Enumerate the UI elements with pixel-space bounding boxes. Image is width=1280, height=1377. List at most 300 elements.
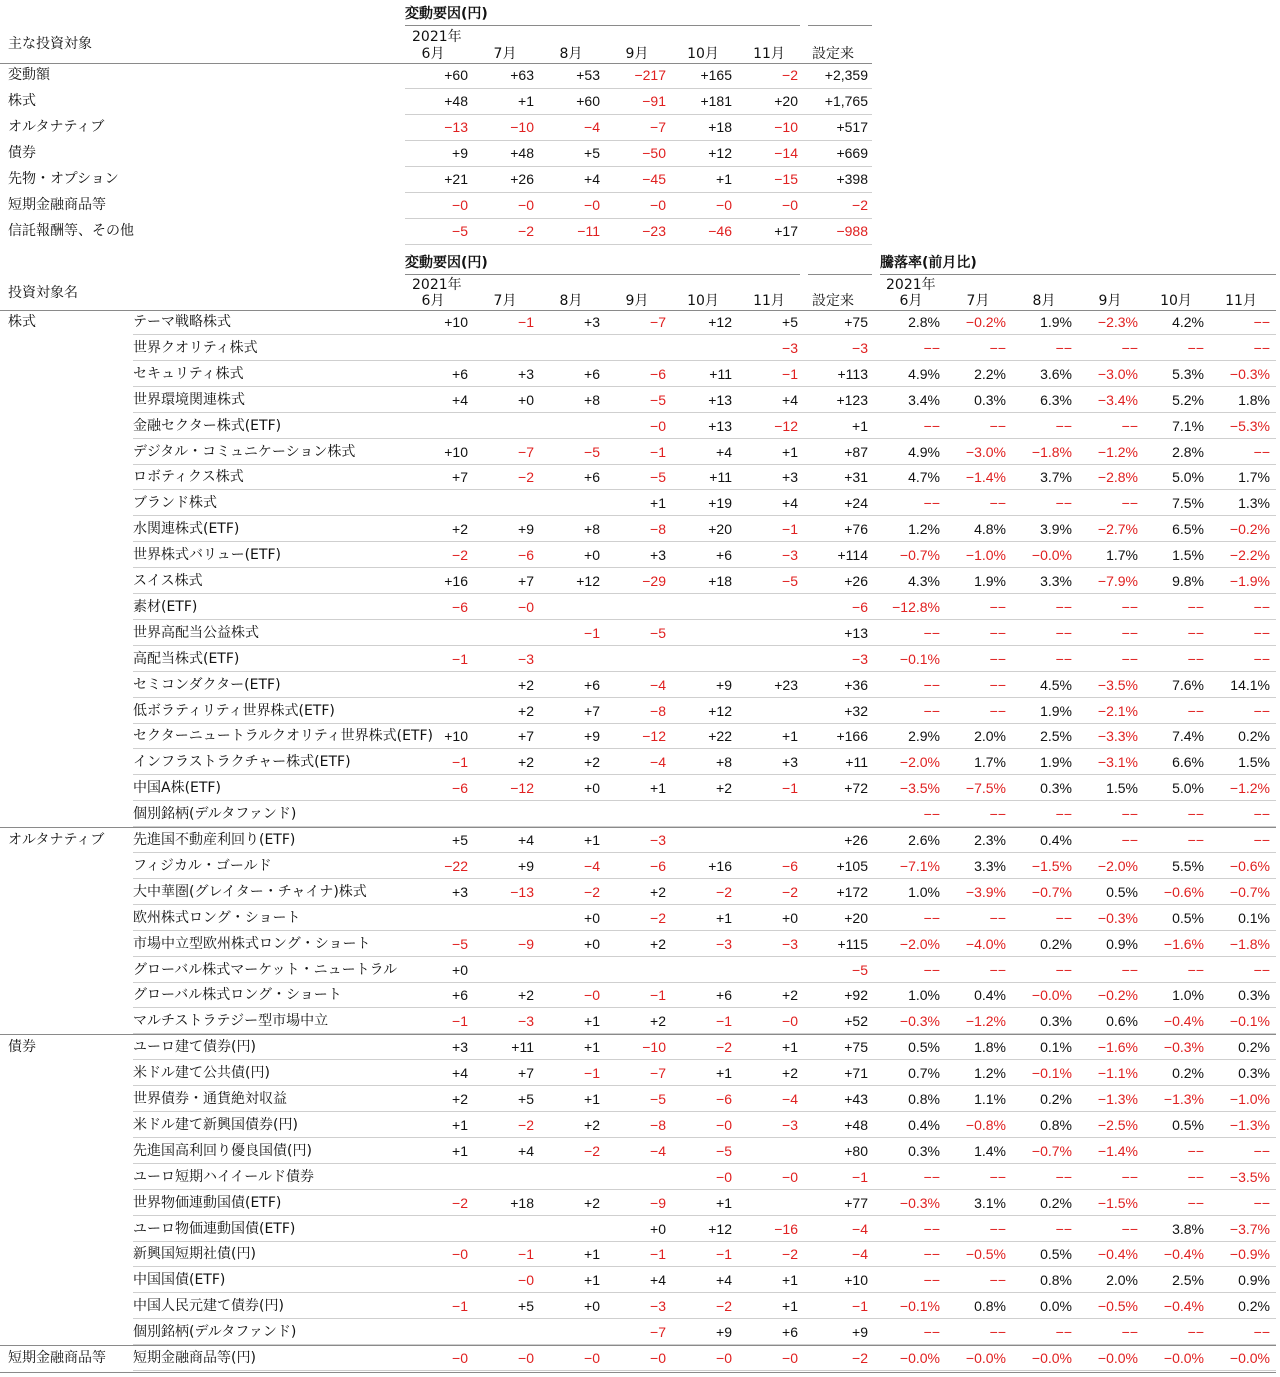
bottom-cell: +11 bbox=[709, 469, 732, 486]
bottom-rate: 14.1% bbox=[1230, 676, 1270, 693]
bottom-cell: −7 bbox=[650, 1065, 666, 1082]
bottom-cell: −29 bbox=[642, 573, 666, 589]
bottom-since: +31 bbox=[844, 469, 868, 486]
bottom-cell: −4 bbox=[650, 754, 666, 771]
top-cell: −14 bbox=[774, 145, 798, 161]
bottom-row-name: 新興国短期社債(円) bbox=[133, 1246, 256, 1263]
bottom-row-rule bbox=[133, 723, 1276, 724]
bottom-rate-month-3: 9月 bbox=[1098, 293, 1122, 309]
bottom-rate: −− bbox=[1055, 1324, 1072, 1341]
bottom-row-name: インフラストラクチャー株式(ETF) bbox=[133, 754, 351, 771]
bottom-row-name: 素材(ETF) bbox=[133, 598, 198, 615]
bottom-cell: +5 bbox=[782, 314, 798, 330]
top-row-rule bbox=[405, 166, 872, 167]
bottom-title-rates: 騰落率(前月比) bbox=[880, 255, 977, 271]
bottom-rate: −0.2% bbox=[965, 314, 1006, 330]
bottom-rate: −1.6% bbox=[1097, 1039, 1138, 1056]
bottom-since: +1 bbox=[852, 417, 868, 434]
top-row-rule bbox=[405, 140, 872, 141]
bottom-cell: +0 bbox=[584, 547, 600, 564]
top-cell: −2 bbox=[782, 67, 798, 83]
bottom-cell: −6 bbox=[650, 857, 666, 874]
bottom-rate: 7.5% bbox=[1172, 495, 1204, 512]
bottom-cell: −13 bbox=[510, 883, 534, 900]
bottom-rate: −− bbox=[989, 961, 1006, 978]
bottom-cell: −2 bbox=[518, 1116, 534, 1133]
bottom-row-rule bbox=[133, 800, 1276, 801]
bottom-rate: −2.5% bbox=[1097, 1116, 1138, 1133]
bottom-cell: +7 bbox=[584, 702, 600, 719]
bottom-cell: +18 bbox=[510, 1194, 534, 1211]
top-cell: −10 bbox=[510, 119, 534, 135]
top-month-0: 6月 bbox=[421, 46, 445, 62]
bottom-row-name: ユーロ物価連動国債(ETF) bbox=[133, 1220, 296, 1237]
bottom-row-name: 金融セクター株式(ETF) bbox=[133, 417, 282, 434]
bottom-row-rule bbox=[133, 774, 1276, 775]
bottom-cell: −1 bbox=[782, 365, 798, 382]
bottom-rate: 4.9% bbox=[908, 443, 940, 460]
bottom-rate: −3.1% bbox=[1097, 754, 1138, 771]
bottom-cell: −1 bbox=[584, 624, 600, 641]
bottom-rate: 1.9% bbox=[974, 573, 1006, 589]
bottom-rate: 2.0% bbox=[974, 728, 1006, 745]
bottom-rate: −− bbox=[923, 702, 940, 719]
bottom-cell: −0 bbox=[716, 1116, 732, 1133]
bottom-rate: −1.2% bbox=[965, 1013, 1006, 1030]
bottom-cell: −7 bbox=[518, 443, 534, 460]
bottom-cell: +1 bbox=[782, 1298, 798, 1315]
bottom-cell: +7 bbox=[452, 469, 468, 486]
bottom-rate: 0.2% bbox=[1172, 1065, 1204, 1082]
bottom-cell: +1 bbox=[584, 832, 600, 848]
top-cell: −217 bbox=[634, 67, 666, 83]
bottom-rate: −3.7% bbox=[1229, 1220, 1270, 1237]
bottom-rate: 0.2% bbox=[1238, 1298, 1270, 1315]
top-header-rule bbox=[0, 63, 872, 64]
bottom-rate: 0.5% bbox=[1172, 909, 1204, 926]
bottom-cell: +4 bbox=[782, 391, 798, 408]
bottom-cell: −1 bbox=[452, 754, 468, 771]
bottom-category: 債券 bbox=[8, 1039, 36, 1056]
bottom-cell: +0 bbox=[584, 780, 600, 797]
bottom-cell: −7 bbox=[650, 314, 666, 330]
bottom-cell: +1 bbox=[716, 1065, 732, 1082]
bottom-cell: −1 bbox=[782, 521, 798, 538]
bottom-cell: −8 bbox=[650, 521, 666, 538]
bottom-rate: 5.5% bbox=[1172, 857, 1204, 874]
bottom-row-name: 個別銘柄(デルタファンド) bbox=[133, 806, 297, 823]
bottom-rate: −− bbox=[1121, 961, 1138, 978]
bottom-cell: −3 bbox=[650, 1298, 666, 1315]
bottom-row-rule bbox=[133, 412, 1276, 413]
bottom-row-rule bbox=[133, 489, 1276, 490]
top-month-5: 11月 bbox=[753, 46, 785, 62]
bottom-rate: 0.1% bbox=[1040, 1039, 1072, 1056]
top-row-label: 変動額 bbox=[8, 67, 50, 83]
bottom-rate: 1.5% bbox=[1172, 547, 1204, 564]
bottom-cell: +6 bbox=[584, 676, 600, 693]
bottom-rate: −− bbox=[923, 624, 940, 641]
top-row-header: 主な投資対象 bbox=[8, 36, 92, 52]
top-cell: −10 bbox=[774, 119, 798, 135]
bottom-cell: +3 bbox=[452, 1039, 468, 1056]
top-row-label: 信託報酬等、その他 bbox=[8, 223, 134, 239]
bottom-rate: −3.5% bbox=[1097, 676, 1138, 693]
bottom-row-rule bbox=[133, 593, 1276, 594]
bottom-row-name: 短期金融商品等(円) bbox=[133, 1350, 256, 1366]
bottom-row-name: 世界株式バリュー(ETF) bbox=[133, 547, 281, 564]
bottom-cell: −3 bbox=[518, 650, 534, 667]
bottom-cell: −4 bbox=[650, 676, 666, 693]
bottom-row-rule bbox=[133, 1007, 1276, 1008]
bottom-rate: −1.4% bbox=[1097, 1142, 1138, 1159]
top-cell: −4 bbox=[584, 119, 600, 135]
bottom-row-rule bbox=[133, 930, 1276, 931]
bottom-rate: −1.8% bbox=[1229, 935, 1270, 952]
top-row-rule bbox=[405, 244, 872, 245]
bottom-title-rule-since bbox=[808, 274, 872, 275]
bottom-cell: +4 bbox=[452, 391, 468, 408]
bottom-rate: 3.4% bbox=[908, 391, 940, 408]
bottom-since: +24 bbox=[844, 495, 868, 512]
bottom-cell: −9 bbox=[518, 935, 534, 952]
bottom-row-rule bbox=[133, 878, 1276, 879]
bottom-rate: 1.4% bbox=[974, 1142, 1006, 1159]
bottom-rate: −− bbox=[989, 495, 1006, 512]
bottom-rate: −0.7% bbox=[1031, 883, 1072, 900]
bottom-rate: 0.7% bbox=[908, 1065, 940, 1082]
bottom-row-rule bbox=[133, 386, 1276, 387]
bottom-rate: −0.1% bbox=[1031, 1065, 1072, 1082]
bottom-row-name: ユーロ建て債券(円) bbox=[133, 1039, 256, 1056]
bottom-rate: 3.1% bbox=[974, 1194, 1006, 1211]
bottom-cell: +6 bbox=[716, 547, 732, 564]
bottom-cell: +2 bbox=[782, 987, 798, 1004]
top-since: +1,765 bbox=[824, 93, 868, 109]
bottom-cell: +2 bbox=[650, 935, 666, 952]
bottom-rate: −1.4% bbox=[965, 469, 1006, 486]
bottom-row-name: 世界クオリティ株式 bbox=[133, 339, 258, 356]
top-row-label: オルタナティブ bbox=[8, 119, 105, 135]
bottom-rate: −− bbox=[923, 1324, 940, 1341]
bottom-cell: +13 bbox=[708, 417, 732, 434]
bottom-cell: −5 bbox=[452, 935, 468, 952]
bottom-year: 2021年 bbox=[412, 277, 462, 293]
bottom-rate: −0.7% bbox=[1229, 883, 1270, 900]
bottom-rate: −− bbox=[1055, 1168, 1072, 1185]
bottom-row-rule bbox=[133, 1292, 1276, 1293]
bottom-since: +52 bbox=[844, 1013, 868, 1030]
top-cell: −7 bbox=[650, 119, 666, 135]
bottom-row-name: 世界高配当公益株式 bbox=[133, 624, 259, 641]
bottom-rate: 1.5% bbox=[1238, 754, 1270, 771]
bottom-rate: −1.3% bbox=[1163, 1091, 1204, 1107]
bottom-cell: −6 bbox=[650, 365, 666, 382]
bottom-row-name: 先進国高利回り優良国債(円) bbox=[133, 1142, 312, 1159]
bottom-since: −4 bbox=[852, 1246, 868, 1263]
bottom-cell: −6 bbox=[518, 547, 534, 564]
bottom-row-rule bbox=[133, 1318, 1276, 1319]
bottom-rate: −0.8% bbox=[965, 1116, 1006, 1133]
top-row-rule bbox=[405, 218, 872, 219]
bottom-cell: −0 bbox=[452, 1246, 468, 1263]
bottom-cell: −5 bbox=[650, 391, 666, 408]
bottom-row-name: セキュリティ株式 bbox=[133, 365, 244, 382]
bottom-row-name: 世界物価連動国債(ETF) bbox=[133, 1194, 282, 1211]
bottom-rate: −2.1% bbox=[1097, 702, 1138, 719]
bottom-rate: −− bbox=[989, 806, 1006, 823]
top-since-header: 設定来 bbox=[812, 46, 854, 62]
top-month-4: 10月 bbox=[687, 46, 719, 62]
bottom-rate: −− bbox=[1121, 417, 1138, 434]
bottom-cell: −1 bbox=[650, 1246, 666, 1263]
bottom-rate: 3.3% bbox=[1040, 573, 1072, 589]
bottom-rate: −− bbox=[923, 676, 940, 693]
bottom-rate: −0.7% bbox=[1031, 1142, 1072, 1159]
bottom-since: +113 bbox=[837, 365, 868, 382]
bottom-since: −6 bbox=[852, 598, 868, 615]
bottom-rate: −− bbox=[1253, 702, 1270, 719]
top-cell: −0 bbox=[782, 197, 798, 213]
bottom-cell: −1 bbox=[452, 1298, 468, 1315]
bottom-cell: −0 bbox=[584, 1350, 600, 1366]
bottom-cell: +11 bbox=[511, 1039, 534, 1056]
bottom-cell: +2 bbox=[584, 1116, 600, 1133]
bottom-rate: −1.2% bbox=[1097, 443, 1138, 460]
bottom-rate: 4.8% bbox=[974, 521, 1006, 538]
bottom-cell: +1 bbox=[584, 1091, 600, 1107]
bottom-rate: −1.2% bbox=[1229, 780, 1270, 797]
bottom-month-1: 7月 bbox=[493, 293, 517, 309]
bottom-since: +115 bbox=[837, 935, 868, 952]
bottom-cell: +0 bbox=[650, 1220, 666, 1237]
bottom-rate: −7.9% bbox=[1097, 573, 1138, 589]
bottom-cell: −0 bbox=[782, 1168, 798, 1185]
bottom-rate: −0.4% bbox=[1163, 1246, 1204, 1263]
top-month-2: 8月 bbox=[559, 46, 583, 62]
bottom-cell: −2 bbox=[584, 883, 600, 900]
bottom-row-name: 世界環境関連株式 bbox=[133, 391, 245, 408]
bottom-cell: +1 bbox=[584, 1013, 600, 1030]
top-cell: −45 bbox=[642, 171, 666, 187]
bottom-year-rates: 2021年 bbox=[886, 277, 936, 293]
top-cell: −5 bbox=[452, 223, 468, 239]
top-since: −988 bbox=[836, 223, 868, 239]
bottom-rate: 3.7% bbox=[1040, 469, 1072, 486]
bottom-cell: +1 bbox=[584, 1039, 600, 1056]
bottom-rate: −0.0% bbox=[1031, 547, 1072, 564]
bottom-category: 株式 bbox=[8, 314, 36, 330]
bottom-cell: −6 bbox=[452, 780, 468, 797]
bottom-row-rule bbox=[133, 748, 1276, 749]
bottom-rate: −− bbox=[989, 417, 1006, 434]
bottom-rate: −− bbox=[1055, 417, 1072, 434]
bottom-cell: −2 bbox=[584, 1142, 600, 1159]
bottom-rate: 0.3% bbox=[1238, 987, 1270, 1004]
bottom-cell: +2 bbox=[452, 1091, 468, 1107]
bottom-rate: −3.3% bbox=[1097, 728, 1138, 745]
bottom-rate: −3.5% bbox=[899, 780, 940, 797]
bottom-rate: −1.5% bbox=[1097, 1194, 1138, 1211]
bottom-rate: 7.6% bbox=[1172, 676, 1204, 693]
bottom-cell: +1 bbox=[716, 1194, 732, 1211]
bottom-cell: +1 bbox=[650, 495, 666, 512]
bottom-since: −2 bbox=[852, 1350, 868, 1366]
bottom-cell: +4 bbox=[716, 443, 732, 460]
bottom-cell: +6 bbox=[782, 1324, 798, 1341]
bottom-rate: −− bbox=[1187, 650, 1204, 667]
bottom-cell: −2 bbox=[782, 1246, 798, 1263]
bottom-cell: +16 bbox=[444, 573, 468, 589]
bottom-rate: −− bbox=[923, 806, 940, 823]
bottom-cell: +1 bbox=[782, 1272, 798, 1289]
bottom-since: +72 bbox=[844, 780, 868, 797]
bottom-rate: 1.9% bbox=[1040, 754, 1072, 771]
bottom-rate: −− bbox=[1253, 806, 1270, 823]
bottom-since: +172 bbox=[836, 883, 868, 900]
bottom-rate: 6.3% bbox=[1040, 391, 1072, 408]
bottom-cell: −2 bbox=[716, 1039, 732, 1056]
bottom-cell: +0 bbox=[452, 961, 468, 978]
bottom-row-name: セクターニュートラルクオリティ世界株式(ETF) bbox=[133, 728, 433, 745]
bottom-rate: −0.2% bbox=[1097, 987, 1138, 1004]
top-cell: −91 bbox=[642, 93, 666, 109]
bottom-cell: +6 bbox=[716, 987, 732, 1004]
bottom-month-4: 10月 bbox=[687, 293, 719, 309]
bottom-row-rule bbox=[133, 1266, 1276, 1267]
bottom-rate: −− bbox=[1187, 1142, 1204, 1159]
bottom-rate-month-4: 10月 bbox=[1160, 293, 1192, 309]
bottom-rate: 5.2% bbox=[1172, 391, 1204, 408]
bottom-cell: +0 bbox=[782, 909, 798, 926]
bottom-rate: 2.9% bbox=[908, 728, 940, 745]
bottom-cell: +2 bbox=[584, 754, 600, 771]
bottom-rate: 0.5% bbox=[908, 1039, 940, 1056]
bottom-rate-month-1: 7月 bbox=[966, 293, 990, 309]
bottom-cell: +1 bbox=[650, 780, 666, 797]
bottom-cell: −12 bbox=[774, 417, 798, 434]
bottom-cell: +3 bbox=[518, 365, 534, 382]
bottom-rate: 2.8% bbox=[908, 314, 940, 330]
bottom-cell: +1 bbox=[584, 1272, 600, 1289]
bottom-since: +43 bbox=[844, 1091, 868, 1107]
bottom-rate: −2.2% bbox=[1229, 547, 1270, 564]
top-cell: +63 bbox=[510, 67, 534, 83]
bottom-rate: 6.6% bbox=[1172, 754, 1204, 771]
bottom-cell: −2 bbox=[716, 1298, 732, 1315]
bottom-rate: −5.3% bbox=[1229, 417, 1270, 434]
bottom-rate: 1.7% bbox=[1106, 547, 1138, 564]
bottom-rate: 2.6% bbox=[908, 832, 940, 848]
bottom-rate: 0.4% bbox=[974, 987, 1006, 1004]
top-row-label: 株式 bbox=[8, 93, 36, 109]
bottom-cell: +1 bbox=[584, 1246, 600, 1263]
bottom-cell: −3 bbox=[782, 339, 798, 356]
bottom-rate: −− bbox=[1187, 1324, 1204, 1341]
bottom-rate: −0.2% bbox=[1229, 521, 1270, 538]
bottom-rate: 1.8% bbox=[1238, 391, 1270, 408]
bottom-cell: −8 bbox=[650, 1116, 666, 1133]
bottom-cell: +0 bbox=[584, 935, 600, 952]
top-cell: +20 bbox=[774, 93, 798, 109]
bottom-cell: +8 bbox=[584, 521, 600, 538]
bottom-rate: −− bbox=[1187, 806, 1204, 823]
bottom-rate: −2.0% bbox=[1097, 857, 1138, 874]
bottom-rate: −1.0% bbox=[1229, 1091, 1270, 1107]
bottom-rate: −− bbox=[1055, 806, 1072, 823]
bottom-row-name: フィジカル・ゴールド bbox=[133, 857, 272, 874]
bottom-rate: 2.0% bbox=[1106, 1272, 1138, 1289]
bottom-header-rule bbox=[0, 310, 1276, 311]
bottom-since: +75 bbox=[844, 314, 868, 330]
bottom-rate: −− bbox=[923, 1168, 940, 1185]
bottom-row-name: 先進国不動産利回り(ETF) bbox=[133, 832, 296, 848]
bottom-row-name: 中国A株(ETF) bbox=[133, 780, 221, 797]
bottom-cell: −0 bbox=[650, 417, 666, 434]
bottom-since: +9 bbox=[852, 1324, 868, 1341]
bottom-cell: −10 bbox=[642, 1039, 666, 1056]
bottom-rate: 0.2% bbox=[1040, 935, 1072, 952]
bottom-cell: +7 bbox=[518, 1065, 534, 1082]
top-title-rule-since bbox=[808, 25, 872, 26]
bottom-rate: −− bbox=[1055, 650, 1072, 667]
bottom-cell: −5 bbox=[716, 1142, 732, 1159]
bottom-rate: −0.6% bbox=[1163, 883, 1204, 900]
bottom-rate: 4.9% bbox=[908, 365, 940, 382]
bottom-cell: −3 bbox=[782, 935, 798, 952]
bottom-rate: −1.3% bbox=[1097, 1091, 1138, 1107]
bottom-cell: −5 bbox=[782, 573, 798, 589]
bottom-cell: −1 bbox=[782, 780, 798, 797]
bottom-cell: −1 bbox=[584, 1065, 600, 1082]
bottom-cell: −5 bbox=[650, 624, 666, 641]
bottom-cell: +2 bbox=[782, 1065, 798, 1082]
bottom-rate: 9.8% bbox=[1172, 573, 1204, 589]
bottom-cell: +3 bbox=[584, 314, 600, 330]
bottom-cell: −2 bbox=[716, 883, 732, 900]
bottom-rate: 0.3% bbox=[1040, 1013, 1072, 1030]
bottom-cell: +3 bbox=[782, 754, 798, 771]
top-cell: +5 bbox=[584, 145, 600, 161]
bottom-row-name: デジタル・コミュニケーション株式 bbox=[133, 443, 356, 460]
bottom-rate: −− bbox=[1253, 339, 1270, 356]
bottom-since: −1 bbox=[852, 1298, 868, 1315]
bottom-rate: −3.4% bbox=[1097, 391, 1138, 408]
bottom-rate: −− bbox=[1121, 1220, 1138, 1237]
bottom-cell: +4 bbox=[518, 1142, 534, 1159]
bottom-row-name: ユーロ短期ハイイールド債券 bbox=[133, 1168, 315, 1185]
bottom-cell: −1 bbox=[650, 987, 666, 1004]
bottom-title-rule-rates bbox=[880, 274, 1276, 275]
bottom-cell: +2 bbox=[452, 521, 468, 538]
bottom-row-rule bbox=[133, 619, 1276, 620]
bottom-cell: −22 bbox=[444, 857, 468, 874]
bottom-month-5: 11月 bbox=[753, 293, 785, 309]
bottom-rate: −− bbox=[1187, 702, 1204, 719]
bottom-rate: −0.0% bbox=[1097, 1350, 1138, 1366]
bottom-row-rule bbox=[133, 904, 1276, 905]
bottom-cell: −0 bbox=[716, 1350, 732, 1366]
bottom-cell: −2 bbox=[452, 547, 468, 564]
bottom-rate: −0.7% bbox=[899, 547, 940, 564]
bottom-row-rule bbox=[133, 852, 1276, 853]
bottom-row-rule bbox=[133, 671, 1276, 672]
bottom-rate: 0.9% bbox=[1106, 935, 1138, 952]
top-title: 変動要因(円) bbox=[405, 6, 488, 22]
top-cell: +1 bbox=[716, 171, 732, 187]
top-row-rule bbox=[405, 192, 872, 193]
bottom-cell: +2 bbox=[716, 780, 732, 797]
